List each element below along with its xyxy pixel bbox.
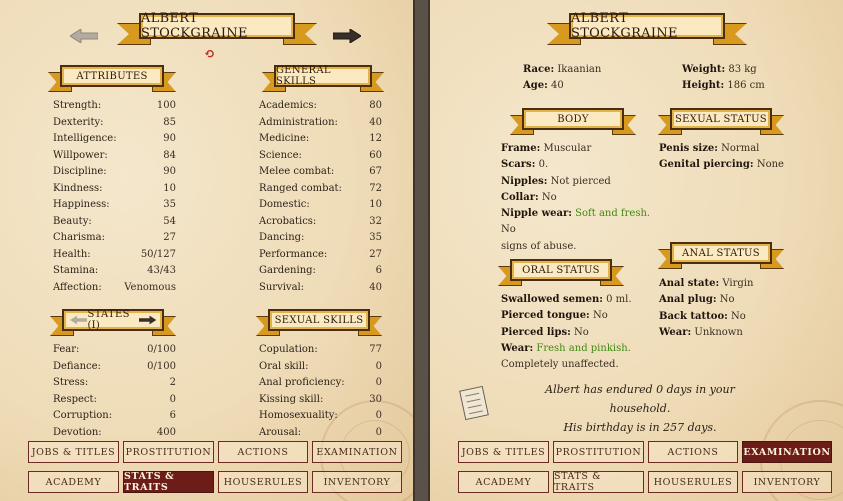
stat-value: 10 bbox=[369, 199, 382, 210]
stat-label: Dancing: bbox=[259, 232, 305, 243]
attributes-header: ATTRIBUTES bbox=[48, 65, 176, 93]
stat-label: Administration: bbox=[259, 116, 338, 128]
stat-label: Academics: bbox=[259, 100, 317, 111]
tab-stats-traits[interactable]: STATS & TRAITS bbox=[123, 471, 214, 493]
states-next-icon[interactable] bbox=[139, 315, 156, 325]
states-prev-icon[interactable] bbox=[70, 315, 87, 325]
stat-value: 90 bbox=[163, 166, 176, 177]
stat-label: Fear: bbox=[53, 344, 80, 355]
stat-value: 67 bbox=[369, 166, 382, 177]
stat-row bbox=[259, 342, 382, 359]
stat-value: 27 bbox=[163, 232, 176, 243]
oral-status-block: Swallowed semen: 0 ml. Pierced tongue: No Pierced lips: No Wear: Fresh and pinkish. Completely unaffected. bbox=[501, 294, 632, 371]
page-gutter bbox=[415, 0, 428, 501]
stat-row bbox=[53, 247, 176, 264]
stat-label: Oral skill: bbox=[259, 360, 309, 372]
stat-row bbox=[259, 392, 382, 409]
tab-inventory[interactable]: INVENTORY bbox=[742, 471, 832, 493]
stat-value: 50/127 bbox=[140, 248, 176, 260]
stat-label: Dexterity: bbox=[53, 116, 104, 128]
sexual-status-header: SEXUAL STATUS bbox=[658, 108, 784, 136]
stat-row bbox=[53, 342, 176, 359]
stat-value: 35 bbox=[369, 232, 382, 243]
stat-label: Homosexuality: bbox=[259, 410, 338, 421]
stat-label: Arousal: bbox=[259, 426, 302, 438]
stat-label: Stamina: bbox=[53, 265, 99, 276]
stat-label: Strength: bbox=[53, 100, 102, 111]
weight-height-block: Weight: 83 kg Height: 186 cm bbox=[682, 64, 765, 92]
stat-row bbox=[259, 359, 382, 376]
stat-value: 80 bbox=[369, 100, 382, 111]
tab-academy[interactable]: ACADEMY bbox=[28, 471, 119, 493]
stat-row bbox=[53, 280, 176, 297]
stat-row bbox=[259, 408, 382, 425]
stat-value: 0 bbox=[375, 410, 382, 421]
stat-value: 6 bbox=[375, 265, 382, 276]
stat-value: 12 bbox=[369, 133, 382, 144]
anal-status-block: Anal state: Virgin Anal plug: No Back tattoo: No Wear: Unknown bbox=[659, 278, 754, 338]
stat-value: 27 bbox=[369, 248, 382, 260]
stat-label: Willpower: bbox=[53, 149, 108, 161]
next-arrow-icon[interactable] bbox=[333, 29, 361, 43]
stat-row bbox=[53, 375, 176, 392]
stat-value: 0 bbox=[375, 360, 382, 372]
stat-label: Kindness: bbox=[53, 182, 103, 194]
stat-row bbox=[259, 98, 382, 115]
stat-row bbox=[53, 131, 176, 148]
states-list bbox=[53, 342, 176, 441]
stat-row bbox=[259, 214, 382, 231]
tab-actions[interactable]: ACTIONS bbox=[218, 441, 308, 463]
prev-arrow-icon[interactable] bbox=[70, 29, 98, 43]
stat-value: 2 bbox=[169, 377, 176, 388]
states-header bbox=[50, 309, 176, 337]
stat-value: 54 bbox=[163, 215, 176, 227]
stat-value: 0 bbox=[375, 377, 382, 388]
stat-value: 85 bbox=[163, 116, 176, 128]
stat-label: Intelligence: bbox=[53, 133, 117, 144]
stat-label: Anal proficiency: bbox=[259, 377, 345, 388]
tab-actions[interactable]: ACTIONS bbox=[648, 441, 738, 463]
stat-row bbox=[259, 247, 382, 264]
anal-status-header: ANAL STATUS bbox=[658, 242, 784, 270]
stat-value: 0 bbox=[375, 426, 382, 438]
stat-label: Discipline: bbox=[53, 166, 107, 177]
stat-row bbox=[53, 181, 176, 198]
stat-row bbox=[259, 263, 382, 280]
stat-value: 10 bbox=[163, 182, 176, 194]
tab-prostitution[interactable]: PROSTITUTION bbox=[123, 441, 214, 463]
sexual-skills-header: SEXUAL SKILLS bbox=[256, 309, 382, 337]
stat-row bbox=[53, 98, 176, 115]
stat-label: Acrobatics: bbox=[259, 215, 317, 227]
stat-label: Science: bbox=[259, 149, 302, 161]
stat-row bbox=[53, 408, 176, 425]
tab-academy[interactable]: ACADEMY bbox=[458, 471, 549, 493]
stat-label: Charisma: bbox=[53, 232, 105, 243]
stat-label: Gardening: bbox=[259, 265, 316, 276]
stat-row bbox=[53, 148, 176, 165]
stat-label: Ranged combat: bbox=[259, 182, 342, 194]
tab-houserules[interactable]: HOUSERULES bbox=[218, 471, 308, 493]
stat-label: Beauty: bbox=[53, 215, 92, 227]
stat-value: 400 bbox=[156, 426, 176, 438]
stat-row bbox=[53, 214, 176, 231]
stat-value: 0/100 bbox=[147, 360, 176, 372]
stat-value: 100 bbox=[156, 100, 176, 111]
tab-jobs-titles[interactable]: JOBS & TITLES bbox=[28, 441, 119, 463]
stat-label: Corruption: bbox=[53, 410, 113, 421]
states-title: STATES (I) bbox=[87, 309, 130, 331]
stat-label: Performance: bbox=[259, 248, 328, 260]
tab-prostitution[interactable]: PROSTITUTION bbox=[553, 441, 644, 463]
stat-label: Defiance: bbox=[53, 360, 101, 372]
stat-row bbox=[259, 280, 382, 297]
body-block: Frame: Muscular Scars: 0. Nipples: Not pierced Collar: No Nipple wear: Soft and fresh. No signs of abuse. bbox=[501, 143, 651, 252]
stat-row bbox=[53, 164, 176, 181]
left-page bbox=[0, 0, 415, 501]
stat-value: 0/100 bbox=[147, 344, 176, 355]
stat-row bbox=[53, 425, 176, 442]
stat-value: 72 bbox=[369, 182, 382, 194]
stat-row bbox=[259, 164, 382, 181]
name-banner-right: ALBERT STOCKGRAINE bbox=[547, 13, 747, 47]
stat-value: 40 bbox=[369, 116, 382, 128]
oral-status-header: ORAL STATUS bbox=[498, 259, 624, 287]
stat-value: 35 bbox=[163, 199, 176, 210]
right-page bbox=[428, 0, 843, 501]
stat-label: Survival: bbox=[259, 281, 305, 293]
stat-row bbox=[53, 359, 176, 376]
tab-jobs-titles[interactable]: JOBS & TITLES bbox=[458, 441, 549, 463]
stat-label: Devotion: bbox=[53, 426, 102, 438]
refresh-icon[interactable]: ⟲ bbox=[204, 47, 215, 62]
stat-value: 40 bbox=[369, 281, 382, 293]
sexual-status-block: Penis size: Normal Genital piercing: None bbox=[659, 143, 784, 171]
stat-row bbox=[259, 181, 382, 198]
attributes-list bbox=[53, 98, 176, 296]
body-header: BODY bbox=[510, 108, 636, 136]
stat-value: 84 bbox=[163, 149, 176, 161]
stat-label: Respect: bbox=[53, 393, 97, 405]
stat-value: 77 bbox=[369, 344, 382, 355]
stat-row bbox=[259, 131, 382, 148]
race-age-block: Race: Ikaanian Age: 40 bbox=[523, 64, 602, 92]
tab-examination[interactable]: EXAMINATION bbox=[742, 441, 832, 463]
stat-row bbox=[53, 197, 176, 214]
tab-stats-traits[interactable]: STATS & TRAITS bbox=[553, 471, 644, 493]
stat-row bbox=[259, 148, 382, 165]
household-summary: Albert has endured 0 days in your household. His birthday is in 257 days. bbox=[545, 383, 735, 434]
stat-row bbox=[53, 263, 176, 280]
stat-value: 60 bbox=[369, 149, 382, 161]
stat-label: Stress: bbox=[53, 377, 89, 388]
stat-value: 30 bbox=[369, 393, 382, 405]
stat-value: 6 bbox=[169, 410, 176, 421]
stat-row bbox=[259, 230, 382, 247]
stat-label: Melee combat: bbox=[259, 166, 335, 177]
stat-row bbox=[53, 115, 176, 132]
stat-row bbox=[259, 115, 382, 132]
stat-row bbox=[53, 230, 176, 247]
stat-value: 90 bbox=[163, 133, 176, 144]
tab-examination[interactable]: EXAMINATION bbox=[312, 441, 402, 463]
stat-label: Affection: bbox=[53, 281, 102, 293]
stat-row bbox=[259, 425, 382, 442]
stat-row bbox=[259, 197, 382, 214]
tab-inventory[interactable]: INVENTORY bbox=[312, 471, 402, 493]
stat-value: 43/43 bbox=[147, 265, 176, 276]
stat-row bbox=[53, 392, 176, 409]
general-skills-list bbox=[259, 98, 382, 296]
stat-label: Health: bbox=[53, 248, 91, 260]
name-banner: ALBERT STOCKGRAINE bbox=[117, 13, 317, 47]
stat-value: Venomous bbox=[124, 281, 176, 293]
tab-houserules[interactable]: HOUSERULES bbox=[648, 471, 738, 493]
stat-value: 32 bbox=[369, 215, 382, 227]
stat-label: Domestic: bbox=[259, 199, 310, 210]
stat-row bbox=[259, 375, 382, 392]
stat-label: Medicine: bbox=[259, 133, 310, 144]
stat-label: Copulation: bbox=[259, 344, 318, 355]
stat-value: 0 bbox=[169, 393, 176, 405]
sexual-skills-list bbox=[259, 342, 382, 441]
stat-label: Kissing skill: bbox=[259, 393, 324, 405]
general-skills-header: GENERAL SKILLS bbox=[262, 65, 384, 93]
stat-label: Happiness: bbox=[53, 199, 110, 210]
